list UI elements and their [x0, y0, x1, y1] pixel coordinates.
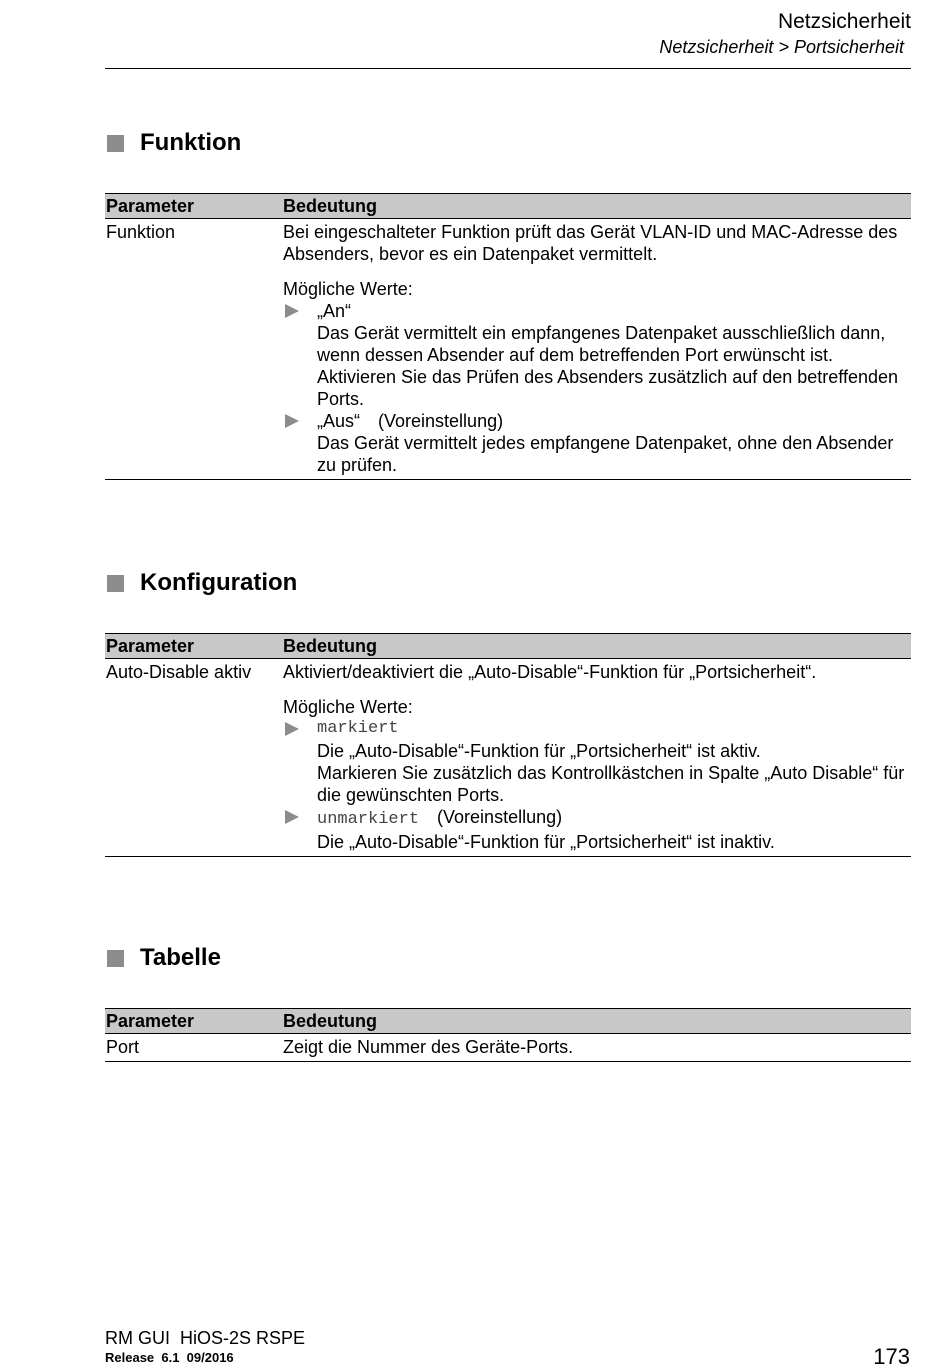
param-meaning: [283, 661, 911, 853]
option-default-note: (Voreinstellung): [437, 807, 563, 827]
square-bullet-icon: [107, 135, 124, 152]
table-header: [105, 193, 911, 219]
col-header-parameter: Parameter: [106, 1011, 195, 1031]
triangle-bullet-icon: [283, 410, 317, 476]
header-breadcrumb: Netzsicherheit > Portsicherheit: [659, 37, 904, 57]
square-bullet-icon: [107, 950, 124, 967]
table-row: [105, 1034, 911, 1062]
table-tabelle: [105, 1008, 911, 1062]
values-label: Mögliche Werte:: [283, 697, 413, 717]
table-funktion: [105, 193, 911, 480]
param-name: Funktion: [106, 222, 176, 242]
value-option-markiert: [283, 718, 911, 806]
option-value: unmarkiert: [317, 810, 420, 829]
option-description: Das Gerät vermittelt ein empfangenes Datenpaket ausschließlich dann, wenn dessen Absender auf dem betreffenden Port erwünscht ist. Aktivieren Sie das Prüfen des Absenders zusätzlich auf den betreffenden Ports.: [317, 323, 899, 409]
table-row: [105, 659, 911, 857]
option-description: Das Gerät vermittelt jedes empfangene Datenpaket, ohne den Absender zu prüfen.: [317, 433, 894, 475]
col-header-bedeutung: Bedeutung: [283, 636, 377, 656]
triangle-bullet-icon: [283, 718, 317, 806]
option-value: markiert: [317, 719, 399, 738]
square-bullet-icon: [107, 575, 124, 592]
section-title: Funktion: [140, 129, 242, 156]
col-header-parameter: Parameter: [106, 636, 195, 656]
param-meaning: [283, 221, 911, 476]
values-label: Mögliche Werte:: [283, 279, 413, 299]
value-option-unmarkiert: [283, 806, 911, 853]
triangle-bullet-icon: [283, 806, 317, 853]
option-description: Markieren Sie zusätzlich das Kontrollkästchen in Spalte „Auto Disable“ für die gewünschten Ports.: [317, 763, 905, 805]
param-description: Zeigt die Nummer des Geräte-Ports.: [283, 1037, 574, 1057]
option-value: „An“: [317, 301, 352, 321]
header-rule: [105, 68, 911, 69]
section-heading-funktion: [107, 129, 241, 157]
header-title: Netzsicherheit: [777, 10, 911, 33]
value-option-aus: [283, 410, 911, 476]
col-header-bedeutung: Bedeutung: [283, 196, 377, 216]
option-description: Die „Auto-Disable“-Funktion für „Portsicherheit“ ist aktiv.: [317, 741, 761, 761]
table-header: [105, 633, 911, 659]
table-row: [105, 219, 911, 480]
param-description: Aktiviert/deaktiviert die „Auto-Disable“-Funktion für „Portsicherheit“.: [283, 662, 817, 682]
section-heading-konfiguration: [107, 569, 297, 597]
param-name: Port: [106, 1037, 140, 1057]
table-konfiguration: [105, 633, 911, 857]
option-default-note: (Voreinstellung): [378, 411, 504, 431]
option-value: „Aus“: [317, 411, 361, 431]
table-header: [105, 1008, 911, 1034]
section-heading-tabelle: [107, 944, 221, 972]
page-number: 173: [873, 1344, 910, 1369]
col-header-bedeutung: Bedeutung: [283, 1011, 377, 1031]
param-meaning: [283, 1036, 911, 1058]
section-title: Tabelle: [140, 944, 221, 971]
option-description: Die „Auto-Disable“-Funktion für „Portsicherheit“ ist inaktiv.: [317, 832, 775, 852]
param-name: Auto-Disable aktiv: [106, 662, 252, 682]
value-option-an: [283, 300, 911, 410]
col-header-parameter: Parameter: [106, 196, 195, 216]
triangle-bullet-icon: [283, 300, 317, 410]
footer-product: RM GUI HiOS-2S RSPE: [105, 1328, 306, 1348]
param-description: Bei eingeschalteter Funktion prüft das Gerät VLAN-ID und MAC-Adresse des Absenders, bevor es ein Datenpaket vermittelt.: [283, 222, 898, 264]
footer-release: Release 6.1 09/2016: [105, 1350, 234, 1365]
section-title: Konfiguration: [140, 569, 298, 596]
